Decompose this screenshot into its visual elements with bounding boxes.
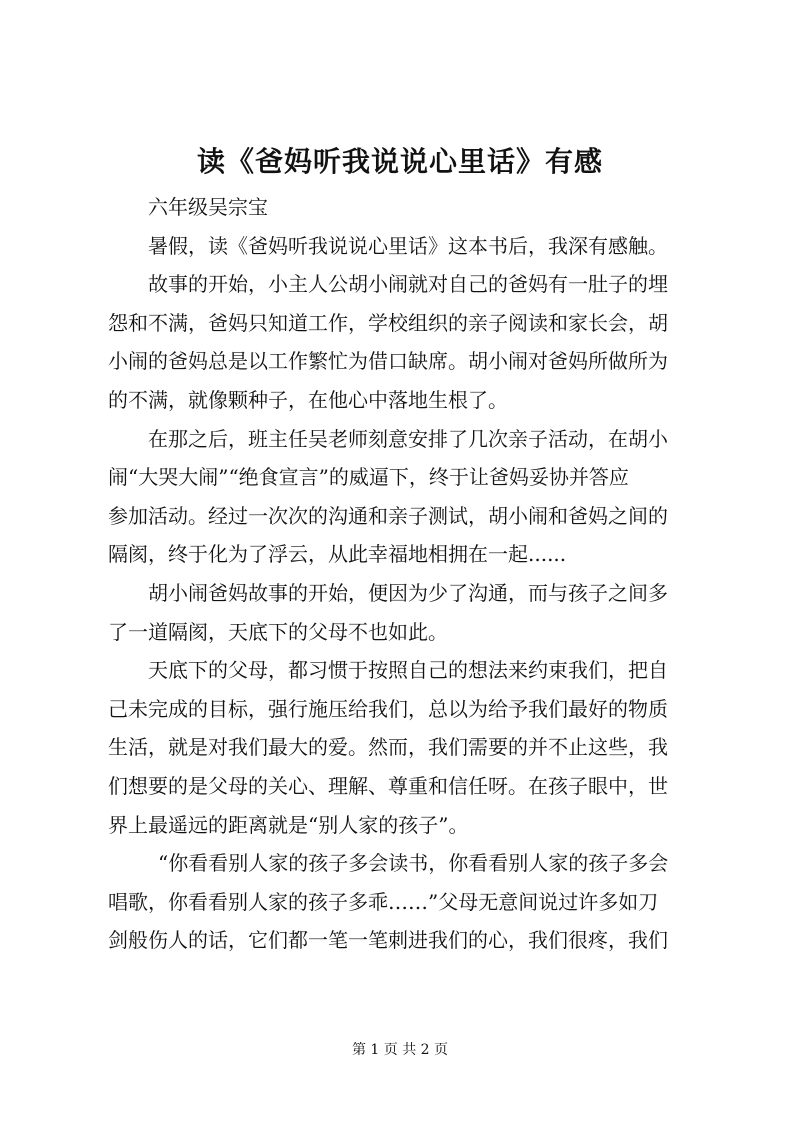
paragraph-line: 参加活动。经过一次次的沟通和亲子测试，胡小闹和爸妈之间的 (108, 503, 668, 528)
paragraph-line: 隔阂，终于化为了浮云，从此幸福地相拥在一起...... (108, 542, 567, 567)
document-body (108, 188, 706, 960)
paragraph-line: 怨和不满，爸妈只知道工作，学校组织的亲子阅读和家长会，胡 (108, 310, 668, 335)
author-line: 六年级吴宗宝 (148, 195, 268, 219)
paragraph-line: 唱歌，你看看别人家的孩子多乖……”父母无意间说过许多如刀 (108, 889, 659, 914)
paragraph-line: 闹“大哭大闹”“绝食宣言”的威逼下，终于让爸妈妥协并答应 (108, 465, 629, 490)
document-title: 读《爸妈听我说说心里话》有感 (196, 145, 603, 178)
paragraph-line: 故事的开始，小主人公胡小闹就对自己的爸妈有一肚子的埋 (148, 272, 668, 297)
paragraph-line: 小闹的爸妈总是以工作繁忙为借口缺席。胡小闹对爸妈所做所为 (108, 349, 668, 374)
paragraph-line: 在那之后，班主任吴老师刻意安排了几次亲子活动，在胡小 (148, 426, 668, 451)
paragraph-line: 界上最遥远的距离就是“别人家的孩子”。 (108, 812, 469, 837)
paragraph-line: 天底下的父母，都习惯于按照自己的想法来约束我们，把自 (148, 658, 668, 683)
paragraph-line: 胡小闹爸妈故事的开始，便因为少了沟通，而与孩子之间多 (148, 580, 668, 605)
paragraph-line: “你看看别人家的孩子多会读书，你看看别人家的孩子多会 (158, 851, 669, 876)
paragraph-line: 的不满，就像颗种子，在他心中落地生根了。 (108, 387, 508, 412)
paragraph-line: 己未完成的目标，强行施压给我们，总以为给予我们最好的物质 (108, 696, 668, 721)
page-footer: 第 1 页 共 2 页 (351, 1042, 449, 1058)
paragraph-line: 了一道隔阂，天底下的父母不也如此。 (108, 619, 448, 644)
paragraph-line: 暑假，读《爸妈听我说说心里话》这本书后，我深有感触。 (148, 233, 668, 258)
paragraph-line: 生活，就是对我们最大的爱。然而，我们需要的并不止这些，我 (108, 735, 668, 760)
paragraph-line: 们想要的是父母的关心、理解、尊重和信任呀。在孩子眼中，世 (108, 773, 668, 798)
paragraph-line: 剑般伤人的话，它们都一笔一笔刺进我们的心，我们很疼，我们 (108, 928, 668, 953)
